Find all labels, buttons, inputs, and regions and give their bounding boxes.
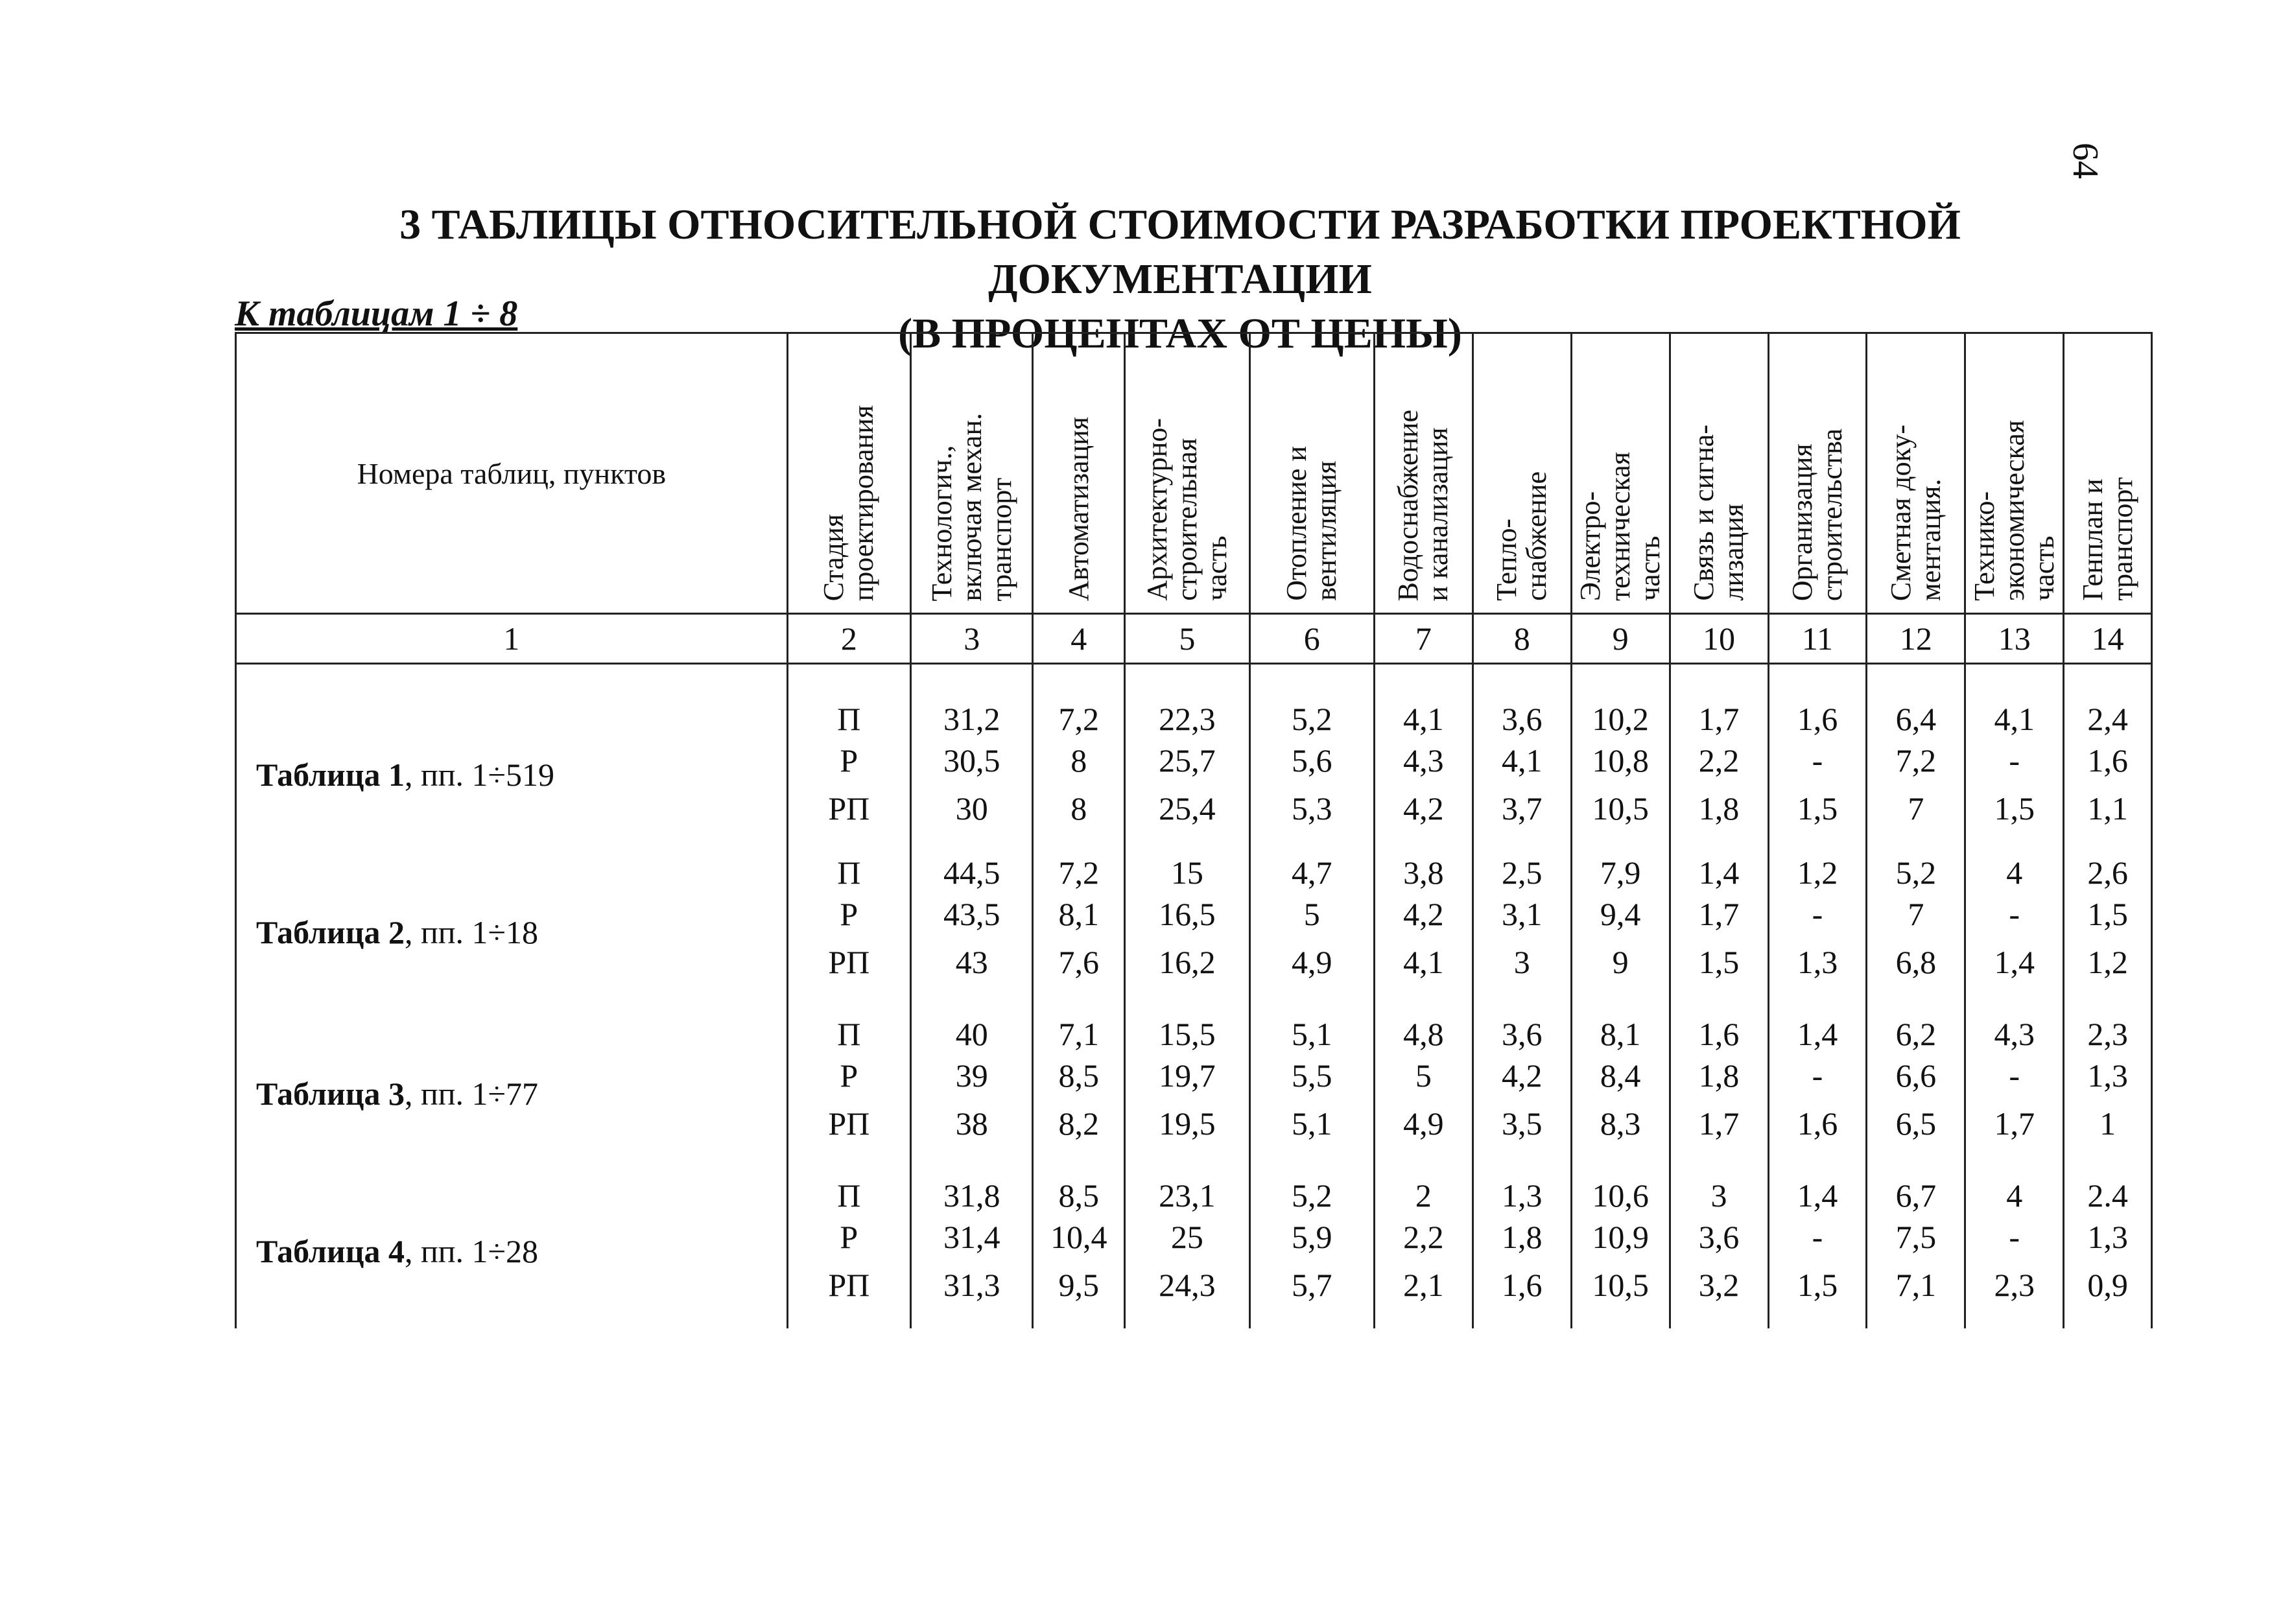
cell-value: - [2009,742,2020,779]
table-cell [1249,1175,1374,1328]
cell-value: 10,5 [1592,790,1649,827]
cell-value: 1,4 [1698,854,1740,891]
column-header [1867,333,1965,614]
cell-value: 8,1 [1600,1016,1641,1052]
table-cell [787,852,910,1013]
cell-value: 10,5 [1592,1267,1649,1303]
cell-value: 7,1 [1058,1016,1099,1052]
cell-value: 8,4 [1600,1057,1641,1094]
cell-value: 4,1 [1994,701,2035,737]
cell-value: 2,3 [2087,1016,2128,1052]
cell-value: 5 [1303,896,1320,932]
table-cell [1473,1175,1571,1328]
table-group-label-bold: Таблица 1 [256,757,405,793]
page-number: 64 [2065,143,2105,179]
cell-value: 5,3 [1291,790,1332,827]
cell-value: - [1812,742,1823,779]
cell-value: 4 [2006,854,2023,891]
cell-value: 5,1 [1291,1105,1332,1142]
cell-value: - [1812,1057,1823,1094]
title-line-2: (В ПРОЦЕНТАХ ОТ ЦЕНЫ) [898,310,1462,357]
table-cell [1768,852,1867,1013]
cell-value: 1,4 [1797,1016,1838,1052]
cell-value: 4 [2006,1177,2023,1214]
cell-value: 1,5 [1797,790,1838,827]
table-cell [1965,1175,2064,1328]
table-cell [1867,664,1965,853]
cell-value: П [837,854,861,891]
cell-value: Р [840,742,858,779]
column-header [1249,333,1374,614]
cell-value: 3,6 [1698,1219,1740,1255]
cell-value: 4,1 [1403,701,1444,737]
table-cell [1867,1013,1965,1175]
column-header-label: Электро- техническая часть [1574,451,1666,601]
table-cell [1033,1013,1125,1175]
cell-value: 16,5 [1159,896,1216,932]
table-cell [1125,1013,1249,1175]
table-cell [1670,1013,1768,1175]
cell-value: 1,3 [2087,1219,2128,1255]
table-cell [1670,852,1768,1013]
cell-value: 1,4 [1797,1177,1838,1214]
cell-value: 3 [1710,1177,1727,1214]
table-cell [1867,1175,1965,1328]
cell-value: 31,4 [943,1219,1000,1255]
cell-value: 2 [1415,1177,1432,1214]
table-cell [1033,664,1125,853]
cell-value: 1,6 [1797,1105,1838,1142]
cell-value: 1,1 [2087,790,2128,827]
column-header [1033,333,1125,614]
cell-value: 1,8 [1502,1219,1543,1255]
cell-value: 4,2 [1403,790,1444,827]
cell-value: РП [828,1267,870,1303]
cell-value: 3,7 [1502,790,1543,827]
cell-value: 24,3 [1159,1267,1216,1303]
cell-value: 15,5 [1159,1016,1216,1052]
cell-value: 1,4 [1994,944,2035,980]
cell-value: 1,3 [1502,1177,1543,1214]
table-group-row [236,664,2152,853]
table-body [236,664,2152,1329]
cell-value: 4,3 [1403,742,1444,779]
table-cell [1374,1175,1473,1328]
column-header-label: Стадия проектирования [818,405,880,601]
cell-value: Р [840,896,858,932]
cell-value: 31,8 [943,1177,1000,1214]
cell-value: П [837,1177,861,1214]
row-label-header: Номера таблиц, пунктов [236,333,788,614]
table-cell [1571,852,1670,1013]
cell-value: 10,8 [1592,742,1649,779]
table-cell [911,664,1033,853]
cell-value: 6,8 [1895,944,1937,980]
table-cell [1374,852,1473,1013]
cell-value: 5,9 [1291,1219,1332,1255]
table-cell [1249,1013,1374,1175]
table-cell [1473,852,1571,1013]
column-number: 4 [1033,614,1125,664]
cell-value: 1,6 [1502,1267,1543,1303]
column-number-row [236,614,2152,664]
cell-value: 7,2 [1058,701,1099,737]
cell-value: 16,2 [1159,944,1216,980]
cell-value: 9 [1612,944,1629,980]
table-cell [1125,852,1249,1013]
table-reference-subtitle: К таблицам 1 ÷ 8 [235,294,518,334]
column-header-label: Автоматизация [1062,416,1094,601]
column-number: 8 [1473,614,1571,664]
cell-value: 0,9 [2087,1267,2128,1303]
table-cell [911,852,1033,1013]
cell-value: 39 [955,1057,988,1094]
cell-value: - [2009,896,2020,932]
cell-value: 40 [955,1016,988,1052]
cell-value: 6,2 [1895,1016,1937,1052]
table-cell [1965,852,2064,1013]
cell-value: 7,9 [1600,854,1641,891]
cell-value: 8,3 [1600,1105,1641,1142]
column-header [2064,333,2152,614]
cell-value: 1,5 [2087,896,2128,932]
cell-value: 22,3 [1159,701,1216,737]
cell-value: 1,7 [1698,896,1740,932]
table-group-label [236,664,788,853]
cell-value: 3,1 [1502,896,1543,932]
cell-value: 8,1 [1058,896,1099,932]
column-number: 13 [1965,614,2064,664]
column-number: 10 [1670,614,1768,664]
table-cell [2064,1013,2152,1175]
cell-value: 6,5 [1895,1105,1937,1142]
cell-value: Р [840,1057,858,1094]
cell-value: 7,5 [1895,1219,1937,1255]
column-header [911,333,1033,614]
cell-value: 1,5 [1698,944,1740,980]
table-cell [2064,1175,2152,1328]
cell-value: 7,2 [1058,854,1099,891]
cell-value: 3,6 [1502,1016,1543,1052]
column-header-label: Водоснабжение и канализация [1392,409,1454,601]
cell-value: 7,2 [1895,742,1937,779]
column-number: 5 [1125,614,1249,664]
column-number: 14 [2064,614,2152,664]
cell-value: 9,5 [1058,1267,1099,1303]
column-number: 12 [1867,614,1965,664]
table-cell [911,1175,1033,1328]
cell-value: 3,5 [1502,1105,1543,1142]
cell-value: 4,8 [1403,1016,1444,1052]
column-number: 11 [1768,614,1867,664]
cell-value: 43,5 [943,896,1000,932]
table-cell [1571,1175,1670,1328]
table-cell [2064,852,2152,1013]
table-group-label-points: , пп. 1÷77 [405,1076,538,1112]
cell-value: 2,5 [1502,854,1543,891]
table-group-row [236,1013,2152,1175]
cell-value: 44,5 [943,854,1000,891]
cell-value: 43 [955,944,988,980]
column-header [1670,333,1768,614]
cell-value: 4,7 [1291,854,1332,891]
cell-value: 2,1 [1403,1267,1444,1303]
table-cell [1473,1013,1571,1175]
cell-value: 5,6 [1291,742,1332,779]
cell-value: 4,3 [1994,1016,2035,1052]
cell-value: РП [828,1105,870,1142]
column-header-label: Архитектурно- строительная часть [1141,418,1233,601]
table-cell [1125,1175,1249,1328]
column-number: 7 [1374,614,1473,664]
cell-value: 5,2 [1291,1177,1332,1214]
cell-value: 7 [1908,896,1924,932]
table-cell [787,664,910,853]
table-group-label-bold: Таблица 4 [256,1233,405,1269]
cell-value: 3,8 [1403,854,1444,891]
cell-value: 25 [1170,1219,1203,1255]
table-cell [787,1175,910,1328]
table-cell [1125,664,1249,853]
table-group-label [236,852,788,1013]
table-group-label-bold: Таблица 2 [256,914,405,950]
column-number: 2 [787,614,910,664]
cell-value: 2,6 [2087,854,2128,891]
cell-value: - [2009,1057,2020,1094]
column-header-label: Тепло- снабжение [1491,471,1553,601]
cell-value: 9,4 [1600,896,1641,932]
cell-value: РП [828,790,870,827]
table-cell [1768,664,1867,853]
column-number: 3 [911,614,1033,664]
cell-value: - [2009,1219,2020,1255]
table-cell [1374,1013,1473,1175]
table-cell [1473,664,1571,853]
column-header-label: Генплан и транспорт [2076,477,2138,601]
cell-value: 1,2 [1797,854,1838,891]
column-header-label: Технико- экономическая часть [1968,420,2060,601]
table-cell [1768,1013,1867,1175]
cell-value: 31,3 [943,1267,1000,1303]
cell-value: 1,7 [1698,701,1740,737]
column-header-label: Связь и сигна- лизация [1688,425,1750,601]
cell-value: 25,4 [1159,790,1216,827]
cell-value: - [1812,1219,1823,1255]
column-header [1768,333,1867,614]
table-group-label-bold: Таблица 3 [256,1076,405,1112]
cell-value: - [1812,896,1823,932]
table-cell [1867,852,1965,1013]
cell-value: 8,2 [1058,1105,1099,1142]
cell-value: 5 [1415,1057,1432,1094]
cell-value: 19,5 [1159,1105,1216,1142]
table-cell [2064,664,2152,853]
column-header [1125,333,1249,614]
cell-value: 30 [955,790,988,827]
column-number: 9 [1571,614,1670,664]
cell-value: П [837,701,861,737]
table-cell [1249,664,1374,853]
table-group-row [236,852,2152,1013]
title-line-1: 3 ТАБЛИЦЫ ОТНОСИТЕЛЬНОЙ СТОИМОСТИ РАЗРАБОТКИ ПРОЕКТНОЙ ДОКУМЕНТАЦИИ [399,201,1961,303]
table-cell [1571,664,1670,853]
table-cell [1374,664,1473,853]
cell-value: 10,2 [1592,701,1649,737]
cell-value: 8,5 [1058,1057,1099,1094]
table-cell [1670,1175,1768,1328]
cell-value: 1,7 [1698,1105,1740,1142]
cell-value: 4,9 [1403,1105,1444,1142]
column-header-label: Сметная доку- ментация. [1884,424,1946,601]
cell-value: 1,5 [1797,1267,1838,1303]
cell-value: 4,1 [1403,944,1444,980]
table-cell [787,1013,910,1175]
cell-value: 8,5 [1058,1177,1099,1214]
table-cell [1965,664,2064,853]
cell-value: 1,5 [1994,790,2035,827]
column-header [1965,333,2064,614]
cell-value: 19,7 [1159,1057,1216,1094]
cell-value: 5,7 [1291,1267,1332,1303]
cell-value: 7,6 [1058,944,1099,980]
cell-value: 3,2 [1698,1267,1740,1303]
table-group-label-points: , пп. 1÷28 [405,1233,538,1269]
cell-value: 8 [1071,790,1087,827]
cell-value: 6,7 [1895,1177,1937,1214]
cell-value: 1,6 [1698,1016,1740,1052]
cell-value: 4,1 [1502,742,1543,779]
cell-value: 7 [1908,790,1924,827]
table-group-label-points: , пп. 1÷18 [405,914,538,950]
table-group-row [236,1175,2152,1328]
cell-value: 23,1 [1159,1177,1216,1214]
column-number: 6 [1249,614,1374,664]
table-cell [911,1013,1033,1175]
cell-value: 38 [955,1105,988,1142]
cell-value: 10,6 [1592,1177,1649,1214]
cell-value: 1,3 [2087,1057,2128,1094]
cell-value: 5,1 [1291,1016,1332,1052]
cell-value: 2,2 [1698,742,1740,779]
cell-value: 7,1 [1895,1267,1937,1303]
cell-value: 1,7 [1994,1105,2035,1142]
column-header [1473,333,1571,614]
cell-value: 4,2 [1502,1057,1543,1094]
table-cell [1571,1013,1670,1175]
column-header-label: Технологич., включая механ. транспорт [925,412,1017,601]
cell-value: 4,9 [1291,944,1332,980]
cell-value: 2,3 [1994,1267,2035,1303]
column-header [787,333,910,614]
cell-value: 1,6 [1797,701,1838,737]
cell-value: 5,5 [1291,1057,1332,1094]
cell-value: 1,8 [1698,1057,1740,1094]
cell-value: 3 [1513,944,1530,980]
cell-value: Р [840,1219,858,1255]
table-cell [1768,1175,1867,1328]
cost-table [235,332,2153,1328]
cell-value: 2,2 [1403,1219,1444,1255]
cell-value: 1,2 [2087,944,2128,980]
table-group-label [236,1013,788,1175]
cell-value: 15 [1170,854,1203,891]
column-header [1374,333,1473,614]
cell-value: 6,6 [1895,1057,1937,1094]
column-header-label: Организация строительства [1786,428,1848,601]
cost-table-container [235,332,2153,1328]
table-group-label [236,1175,788,1328]
column-header [1571,333,1670,614]
cell-value: 1 [2100,1105,2116,1142]
cell-value: 30,5 [943,742,1000,779]
column-header-label: Отопление и вентиляция [1281,446,1343,601]
column-number: 1 [236,614,788,664]
table-cell [1670,664,1768,853]
cell-value: 25,7 [1159,742,1216,779]
cell-value: 2,4 [2087,701,2128,737]
cell-value: 10,4 [1050,1219,1107,1255]
cell-value: 10,9 [1592,1219,1649,1255]
cell-value: 4,2 [1403,896,1444,932]
cell-value: 31,2 [943,701,1000,737]
cell-value: 5,2 [1291,701,1332,737]
cell-value: 1,6 [2087,742,2128,779]
table-cell [1033,1175,1125,1328]
cell-value: 5,2 [1895,854,1937,891]
cell-value: 8 [1071,742,1087,779]
table-cell [1965,1013,2064,1175]
cell-value: РП [828,944,870,980]
table-group-label-points: , пп. 1÷519 [405,757,554,793]
header-row [236,333,2152,614]
cell-value: 1,3 [1797,944,1838,980]
cell-value: 2.4 [2087,1177,2128,1214]
table-cell [1033,852,1125,1013]
cell-value: 1,8 [1698,790,1740,827]
cell-value: П [837,1016,861,1052]
cell-value: 3,6 [1502,701,1543,737]
table-cell [1249,852,1374,1013]
cell-value: 6,4 [1895,701,1937,737]
